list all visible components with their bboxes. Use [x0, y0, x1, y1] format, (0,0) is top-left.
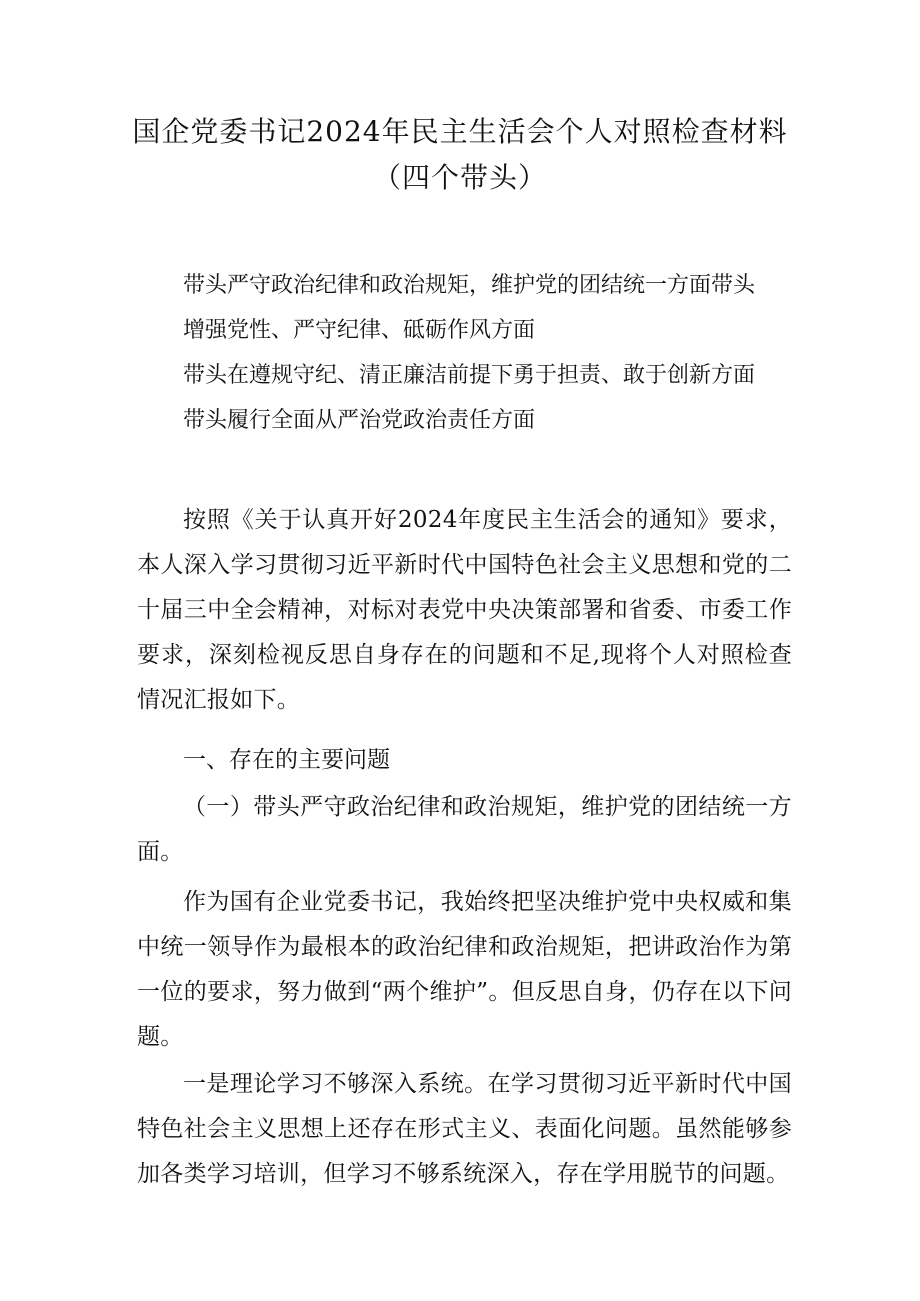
toc-item: 带头履行全面从严治党政治责任方面: [183, 408, 536, 433]
document-title-line2: （四个带头）: [372, 161, 547, 194]
toc-item: 增强党性、严守纪律、砥砺作风方面: [183, 318, 536, 343]
section-heading: 一、存在的主要问题: [183, 747, 390, 773]
toc-item: 带头在遵规守纪、清正廉洁前提下勇于担责、敢于创新方面: [183, 363, 756, 388]
subsection-heading: （一）带头严守政治纪律和政治规矩，维护党的团结统一方面。: [137, 794, 792, 865]
table-of-contents: [183, 263, 803, 443]
toc-item: 带头严守政治纪律和政治规矩，维护党的团结统一方面带头: [183, 273, 756, 298]
body-paragraph: 一是理论学习不够深入系统。在学习贯彻习近平新时代中国特色社会主义思想上还存在形式主义、表面化问题。虽然能够参加各类学习培训，但学习不够系统深入，存在学用脱节的问题。: [137, 1071, 792, 1187]
document-title-line1: 国企党委书记2024年民主生活会个人对照检查材料: [132, 115, 788, 148]
intro-paragraph: 按照《关于认真开好2024年度民主生活会的通知》要求，本人深入学习贯彻习近平新时代中国特色社会主义思想和党的二十届三中全会精神，对标对表党中央决策部署和省委、市委工作要求，深刻检视反思自身存在的问题和不足,现将个人对照检查情况汇报如下。: [137, 507, 792, 713]
body-paragraph: 作为国有企业党委书记，我始终把坚决维护党中央权威和集中统一领导作为最根本的政治纪律和政治规矩，把讲政治作为第一位的要求，努力做到“两个维护”。但反思自身，仍存在以下问题。: [137, 889, 792, 1050]
